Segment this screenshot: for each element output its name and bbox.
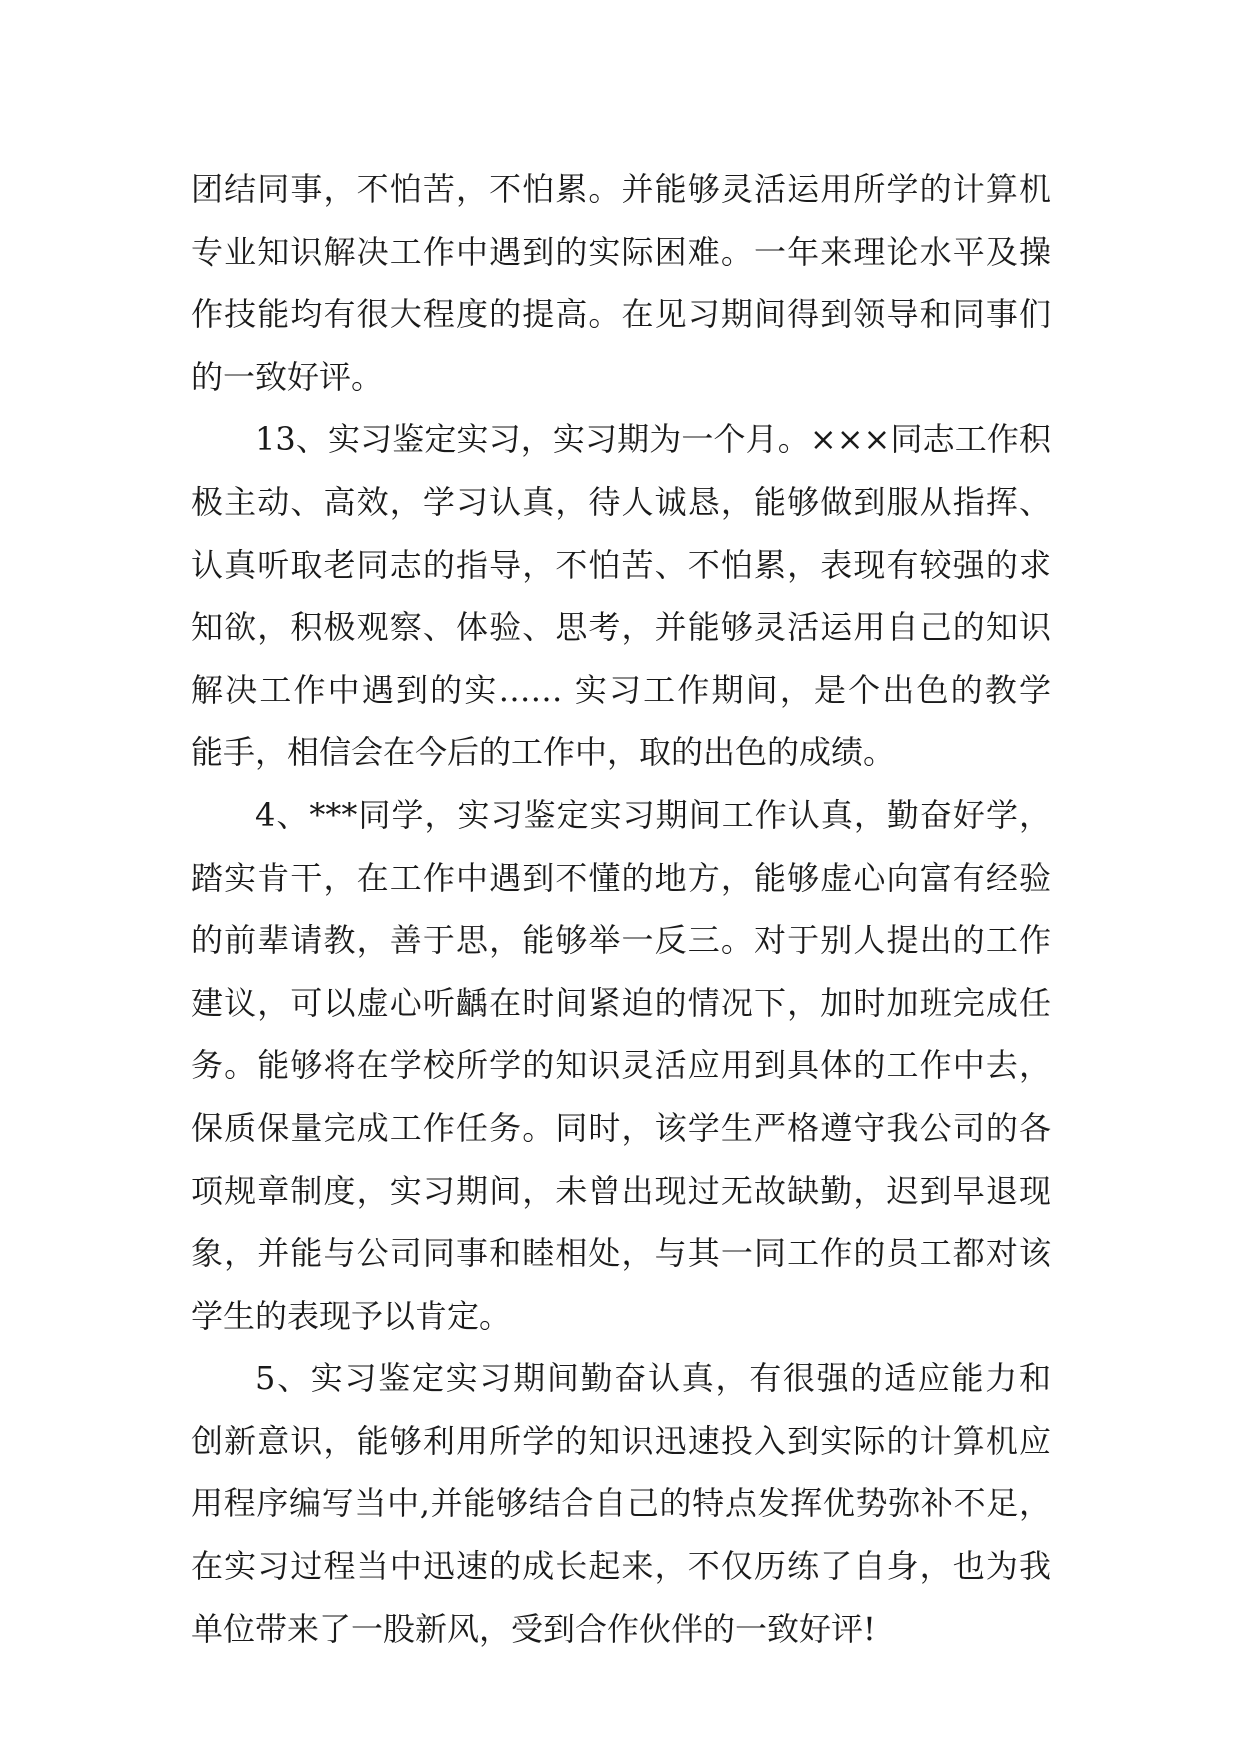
text-line: 团结同事，不怕苦，不怕累。并能够灵活运用所学的计算机 [191,170,1051,208]
text-line: 作技能均有很大程度的提高。在见习期间得到领导和同事们 [191,295,1051,334]
paragraph-5 [191,1347,1051,1660]
paragraph-1 [191,158,1051,408]
text-line: 踏实肯干，在工作中遇到不懂的地方，能够虚心向富有经验 [191,858,1051,897]
text-line: 单位带来了一股新风，受到合作伙伴的一致好评! [191,1609,876,1648]
text-line: 的一致好评。 [191,357,384,396]
text-line: 专业知识解决工作中遇到的实际困难。一年来理论水平及操 [191,232,1051,271]
text-line: 保质保量完成工作任务。同时，该学生严格遵守我公司的各 [191,1108,1051,1147]
document-body [191,158,1051,1660]
text-line: 4、***同学，实习鉴定实习期间工作认真，勤奋好学， [255,795,1051,834]
text-line: 13、实习鉴定实习，实习期为一个月。×××同志工作积 [255,420,1051,459]
text-line: 知欲，积极观察、体验、思考，并能够灵活运用自己的知识 [191,608,1051,647]
text-line: 在实习过程当中迅速的成长起来，不仅历练了自身，也为我 [191,1547,1051,1586]
text-line: 解决工作中遇到的实…… 实习工作期间，是个出色的教学 [191,670,1051,709]
paragraph-4 [191,784,1051,1347]
text-line: 极主动、高效，学习认真，待人诚恳，能够做到服从指挥、 [191,482,1051,521]
text-line: 建议，可以虚心听齲在时间紧迫的情况下，加时加班完成任 [191,983,1051,1022]
text-line: 创新意识，能够利用所学的知识迅速投入到实际的计算机应 [191,1421,1051,1460]
text-line: 象，并能与公司同事和睦相处，与其一同工作的员工都对该 [191,1234,1051,1273]
text-line: 认真听取老同志的指导，不怕苦、不怕累，表现有较强的求 [191,545,1051,584]
text-line: 的前辈请教，善于思，能够举一反三。对于别人提出的工作 [191,921,1051,960]
text-line: 用程序编写当中,并能够结合自己的特点发挥优势弥补不足， [191,1484,1051,1523]
text-line: 5、实习鉴定实习期间勤奋认真，有很强的适应能力和 [255,1359,1051,1398]
text-line: 能手，相信会在今后的工作中，取的出色的成绩。 [191,733,896,772]
text-line: 学生的表现予以肯定。 [191,1296,512,1335]
text-line: 务。能够将在学校所学的知识灵活应用到具体的工作中去， [191,1046,1051,1085]
text-line: 项规章制度，实习期间，未曾出现过无故缺勤，迟到早退现 [191,1171,1051,1210]
paragraph-13 [191,408,1051,784]
